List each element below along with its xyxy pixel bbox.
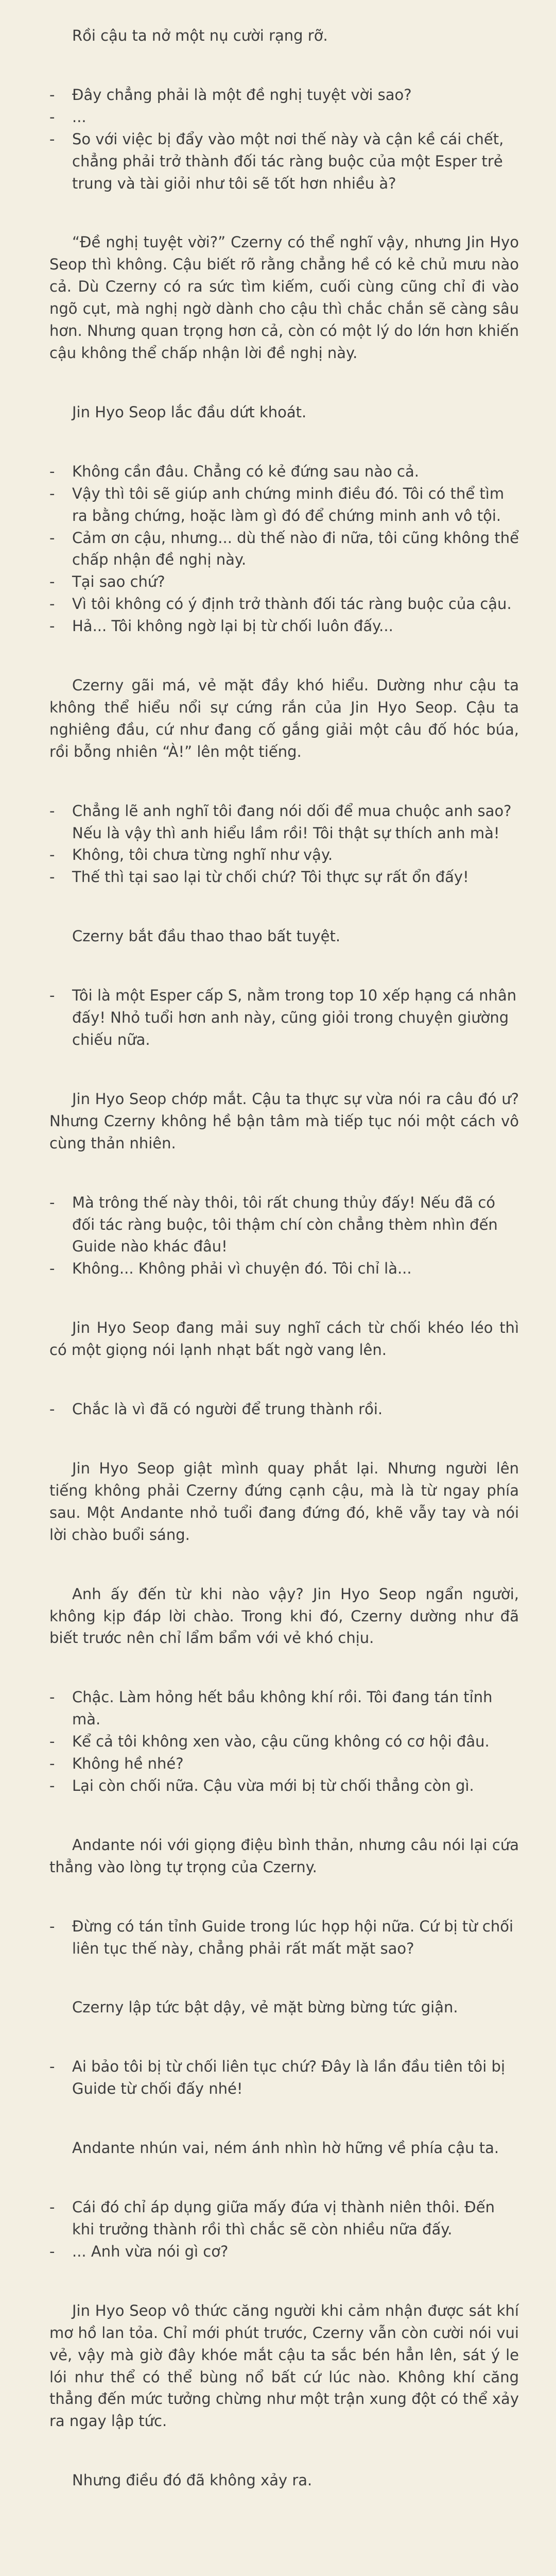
dialogue-dash: - [49, 868, 55, 886]
narration-paragraph: “Đề nghị tuyệt vời?” Czerny có thể nghĩ vậy, nhưng Jin Hyo Seop thì không. Cậu biết rõ rằng chẳng hề có kẻ chủ mưu nào cả. Dù Czerny có ra sức tìm kiếm, cuối cùng cũng chỉ đi vào ngõ cụt, mà nghị ngờ dành cho cậu thì chắc chắn sẽ càng sâu hơn. Nhưng quan trọng hơn cả, còn có một lý do lớn hơn khiến cậu không thể chấp nhận lời đề nghị này. [49, 233, 519, 362]
dialogue-dash: - [49, 595, 55, 613]
dialogue-text: Kể cả tôi không xen vào, cậu cũng không có cơ hội đâu. [72, 1733, 490, 1751]
narration-paragraph: Czerny lập tức bật dậy, vẻ mặt bừng bừng tức giận. [72, 1998, 458, 2016]
dialogue-dash: - [49, 1733, 55, 1751]
dialogue-line [49, 1753, 519, 1775]
dialogue-text: Hả... Tôi không ngờ lại bị từ chối luôn đấy... [72, 617, 393, 635]
dialogue-text: Thế thì tại sao lại từ chối chứ? Tôi thực sự rất ổn đấy! [72, 868, 469, 886]
dialogue-text: Vì tôi không có ý định trở thành đối tác ràng buộc của cậu. [72, 595, 512, 613]
dialogue-text: ... [72, 108, 86, 126]
dialogue-text: Không hề nhé? [72, 1755, 184, 1773]
dialogue-text: Đây chẳng phải là một đề nghị tuyệt vời sao? [72, 86, 412, 104]
dialogue-block [49, 2056, 519, 2100]
dialogue-dash: - [49, 130, 55, 148]
dialogue-block [49, 985, 519, 1051]
dialogue-dash: - [49, 573, 55, 591]
dialogue-text: Cái đó chỉ áp dụng giữa mấy đứa vị thành niên thôi. Đến khi trưởng thành rồi thì chắc sẽ còn nhiều nữa đấy. [72, 2198, 495, 2238]
narration-paragraph: Jin Hyo Seop giật mình quay phắt lại. Nhưng người lên tiếng không phải Czerny đứng cạnh cậu, mà là từ ngay phía sau. Một Andante nhỏ tuổi đang đứng đó, khẽ vẫy tay và nói lời chào buổi sáng. [49, 1459, 519, 1544]
dialogue-text: Đừng có tán tỉnh Guide trong lúc họp hội nữa. Cứ bị từ chối liên tục thế này, chẳng phải rất mất mặt sao? [72, 1917, 514, 1957]
dialogue-text: Vậy thì tôi sẽ giúp anh chứng minh điều đó. Tôi có thể tìm ra bằng chứng, hoặc làm gì đó để chứng minh anh vô tội. [72, 484, 505, 524]
dialogue-line [49, 985, 519, 1051]
narration-paragraph: Rồi cậu ta nở một nụ cười rạng rỡ. [72, 27, 328, 44]
dialogue-dash: - [49, 1755, 55, 1773]
dialogue-line [49, 2056, 519, 2100]
narration-paragraph: Anh ấy đến từ khi nào vậy? Jin Hyo Seop ngẩn người, không kịp đáp lời chào. Trong khi đó, Czerny dường như đã biết trước nên chỉ lẩm bẩm với vẻ khó chịu. [49, 1585, 519, 1647]
dialogue-line [49, 866, 519, 888]
dialogue-dash: - [49, 2198, 55, 2216]
dialogue-text: Mà trông thế này thôi, tôi rất chung thủy đấy! Nếu đã có đối tác ràng buộc, tôi thậm chí còn chẳng thèm nhìn đến Guide nào khác đâu! [72, 1193, 498, 1256]
dialogue-text: Không, tôi chưa từng nghĩ như vậy. [72, 846, 333, 864]
dialogue-text: Không... Không phải vì chuyện đó. Tôi chỉ là... [72, 1260, 412, 1278]
narration-paragraph: Jin Hyo Seop lắc đầu dứt khoát. [72, 403, 307, 421]
dialogue-line [49, 571, 519, 593]
narration-paragraph: Jin Hyo Seop chớp mắt. Cậu ta thực sự vừa nói ra câu đó ư? Nhưng Czerny không hề bận tâm mà tiếp tục nói một cách vô cùng thản nhiên. [49, 1090, 519, 1152]
dialogue-line [49, 128, 519, 195]
narration-paragraph: Andante nói với giọng điệu bình thản, nhưng câu nói lại cứa thẳng vào lòng tự trọng của Czerny. [49, 1836, 519, 1876]
narration-paragraph: Jin Hyo Seop vô thức căng người khi cảm nhận được sát khí mơ hồ lan tỏa. Chỉ mới phút trước, Czerny vẫn còn cười nói vui vẻ, vậy mà giờ đây khóe mắt cậu ta sắc bén hẳn lên, sát ý le lói như thể có thể bùng nổ bất cứ lúc nào. Không khí căng thẳng đến mức tưởng chừng như một trận xung đột có thể xảy ra ngay lập tức. [49, 2301, 519, 2430]
dialogue-text: Lại còn chối nữa. Cậu vừa mới bị từ chối thẳng còn gì. [72, 1776, 474, 1794]
dialogue-dash: - [49, 846, 55, 864]
dialogue-text: Chậc. Làm hỏng hết bầu không khí rồi. Tôi đang tán tỉnh mà. [72, 1688, 493, 1728]
dialogue-text: Không cần đâu. Chẳng có kẻ đứng sau nào cả. [72, 462, 419, 480]
dialogue-line [49, 483, 519, 527]
dialogue-dash: - [49, 86, 55, 104]
dialogue-text: Tại sao chứ? [72, 573, 165, 591]
dialogue-dash: - [49, 484, 55, 502]
narration-paragraph: Andante nhún vai, ném ánh nhìn hờ hững về phía cậu ta. [72, 2139, 499, 2157]
dialogue-dash: - [49, 802, 55, 820]
dialogue-block [49, 1192, 519, 1280]
dialogue-line [49, 84, 519, 106]
dialogue-dash: - [49, 529, 55, 547]
narration-paragraph: Nhưng điều đó đã không xảy ra. [72, 2471, 312, 2489]
dialogue-line [49, 615, 519, 637]
dialogue-line [49, 527, 519, 571]
dialogue-dash: - [49, 1400, 55, 1418]
dialogue-dash: - [49, 2242, 55, 2260]
dialogue-block [49, 461, 519, 637]
dialogue-line [49, 2241, 519, 2263]
dialogue-dash: - [49, 1193, 55, 1211]
dialogue-line [49, 1686, 519, 1731]
dialogue-block [49, 1686, 519, 1797]
dialogue-text: Tôi là một Esper cấp S, nằm trong top 10 xếp hạng cá nhân đấy! Nhỏ tuổi hơn anh này, cũng giỏi trong chuyện giường chiếu nữa. [72, 987, 517, 1048]
dialogue-line [49, 1258, 519, 1280]
dialogue-text: Cảm ơn cậu, nhưng... dù thế nào đi nữa, tôi cũng không thể chấp nhận đề nghị này. [72, 529, 519, 569]
dialogue-line [49, 106, 519, 128]
dialogue-block [49, 84, 519, 195]
dialogue-line [49, 1398, 519, 1420]
dialogue-line [49, 2196, 519, 2241]
dialogue-dash: - [49, 108, 55, 126]
dialogue-line [49, 844, 519, 866]
dialogue-line [49, 800, 519, 844]
dialogue-dash: - [49, 1688, 55, 1706]
dialogue-dash: - [49, 462, 55, 480]
dialogue-text: Chẳng lẽ anh nghĩ tôi đang nói dối để mua chuộc anh sao? Nếu là vậy thì anh hiểu lầm rồi! Tôi thật sự thích anh mà! [72, 802, 512, 842]
dialogue-text: Chắc là vì đã có người để trung thành rồi. [72, 1400, 383, 1418]
dialogue-text: Ai bảo tôi bị từ chối liên tục chứ? Đây là lần đầu tiên tôi bị Guide từ chối đấy nhé! [72, 2058, 506, 2098]
dialogue-dash: - [49, 617, 55, 635]
dialogue-line [49, 461, 519, 483]
dialogue-block [49, 800, 519, 889]
dialogue-line [49, 1916, 519, 1960]
dialogue-text: So với việc bị đẩy vào một nơi thế này và cận kề cái chết, chẳng phải trở thành đối tác ràng buộc của một Esper trẻ trung và tài giỏi như tôi sẽ tốt hơn nhiều à? [72, 130, 504, 192]
dialogue-dash: - [49, 1776, 55, 1794]
dialogue-dash: - [49, 987, 55, 1005]
dialogue-dash: - [49, 1260, 55, 1278]
dialogue-block [49, 1916, 519, 1960]
dialogue-dash: - [49, 1917, 55, 1935]
narration-paragraph: Czerny gãi má, vẻ mặt đầy khó hiểu. Dường như cậu ta không thể hiểu nổi sự cứng rắn của Jin Hyo Seop. Cậu ta nghiêng đầu, cứ như đang cố gắng giải một câu đố hóc búa, rồi bỗng nhiên “À!” lên một tiếng. [49, 676, 519, 760]
dialogue-line [49, 1731, 519, 1753]
dialogue-block [49, 2196, 519, 2263]
dialogue-line [49, 593, 519, 615]
dialogue-block [49, 1398, 519, 1420]
narration-paragraph: Jin Hyo Seop đang mải suy nghĩ cách từ chối khéo léo thì có một giọng nói lạnh nhạt bất ngờ vang lên. [49, 1319, 519, 1359]
narration-paragraph: Czerny bắt đầu thao thao bất tuyệt. [72, 927, 341, 945]
dialogue-text: ... Anh vừa nói gì cơ? [72, 2242, 229, 2260]
dialogue-line [49, 1192, 519, 1258]
dialogue-line [49, 1775, 519, 1797]
dialogue-dash: - [49, 2058, 55, 2076]
